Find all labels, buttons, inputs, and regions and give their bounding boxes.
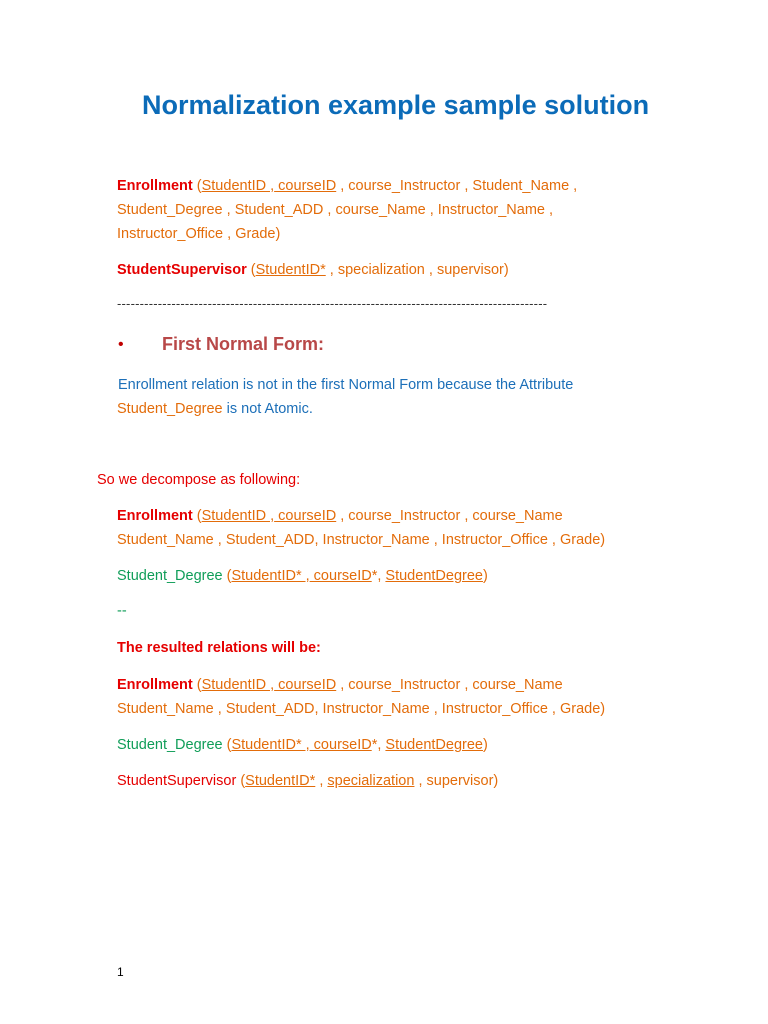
relation-name: Student_Degree	[117, 568, 223, 584]
key-attribute: StudentDegree	[385, 737, 483, 753]
page-title: Normalization example sample solution	[142, 90, 650, 120]
relation-name: Enrollment	[117, 178, 193, 194]
section-heading: First Normal Form:	[162, 334, 325, 354]
relation-name: StudentSupervisor	[117, 262, 247, 278]
resulted-student-degree-line: Student_Degree (StudentID* , courseID*, StudentDegree)	[117, 737, 488, 753]
explanation-line2: Student_Degree is not Atomic.	[117, 401, 313, 417]
resulted-enrollment-line1: Enrollment (StudentID , courseID , course_Instructor , course_Name	[117, 677, 563, 693]
decomposed-student-degree-line: Student_Degree (StudentID* , courseID*, StudentDegree)	[117, 568, 488, 584]
original-enrollment-line1: Enrollment (StudentID , courseID , course_Instructor , Student_Name ,	[117, 178, 578, 194]
resulted-label: The resulted relations will be:	[117, 640, 321, 656]
key-attribute: courseID	[274, 508, 337, 524]
attribute-name: Student_Degree	[117, 401, 223, 417]
original-enrollment-line3: Instructor_Office , Grade)	[117, 226, 281, 242]
key-attribute: courseID	[274, 677, 337, 693]
decomposed-enrollment-line2: Student_Name , Student_ADD, Instructor_Name , Instructor_Office , Grade)	[117, 532, 606, 548]
key-attribute: StudentID*	[255, 262, 326, 278]
key-attribute: StudentID*	[245, 773, 316, 789]
key-attribute: StudentDegree	[385, 568, 483, 584]
decomposed-enrollment-line1: Enrollment (StudentID , courseID , course_Instructor , course_Name	[117, 508, 563, 524]
explanation-line1: Enrollment relation is not in the first Normal Form because the Attribute	[118, 377, 574, 393]
key-attribute: StudentID ,	[201, 677, 275, 693]
dashes: --	[117, 603, 127, 619]
relation-name: Enrollment	[117, 508, 193, 524]
key-attribute: StudentID* ,	[231, 568, 310, 584]
resulted-enrollment-line2: Student_Name , Student_ADD, Instructor_Name , Instructor_Office , Grade)	[117, 701, 606, 717]
key-attribute: StudentID ,	[201, 508, 275, 524]
bullet-icon: •	[118, 336, 124, 353]
resulted-supervisor-line: StudentSupervisor (StudentID* , specialization , supervisor)	[117, 773, 499, 789]
original-enrollment-line2: Student_Degree , Student_ADD , course_Name , Instructor_Name ,	[117, 202, 554, 218]
key-attribute: StudentID* ,	[231, 737, 310, 753]
page-number: 1	[117, 965, 124, 979]
relation-name: StudentSupervisor	[117, 773, 237, 789]
key-attribute: StudentID ,	[201, 178, 275, 194]
relation-name: Enrollment	[117, 677, 193, 693]
separator-line: -----------------------------------------------------------------------------------------------	[117, 296, 548, 311]
key-attribute: courseID	[309, 568, 372, 584]
original-supervisor-line: StudentSupervisor (StudentID* , specialization , supervisor)	[117, 262, 509, 278]
key-attribute: courseID	[309, 737, 372, 753]
relation-name: Student_Degree	[117, 737, 223, 753]
key-attribute: specialization	[327, 773, 415, 789]
key-attribute: courseID	[274, 178, 337, 194]
decompose-label: So we decompose as following:	[97, 472, 301, 488]
